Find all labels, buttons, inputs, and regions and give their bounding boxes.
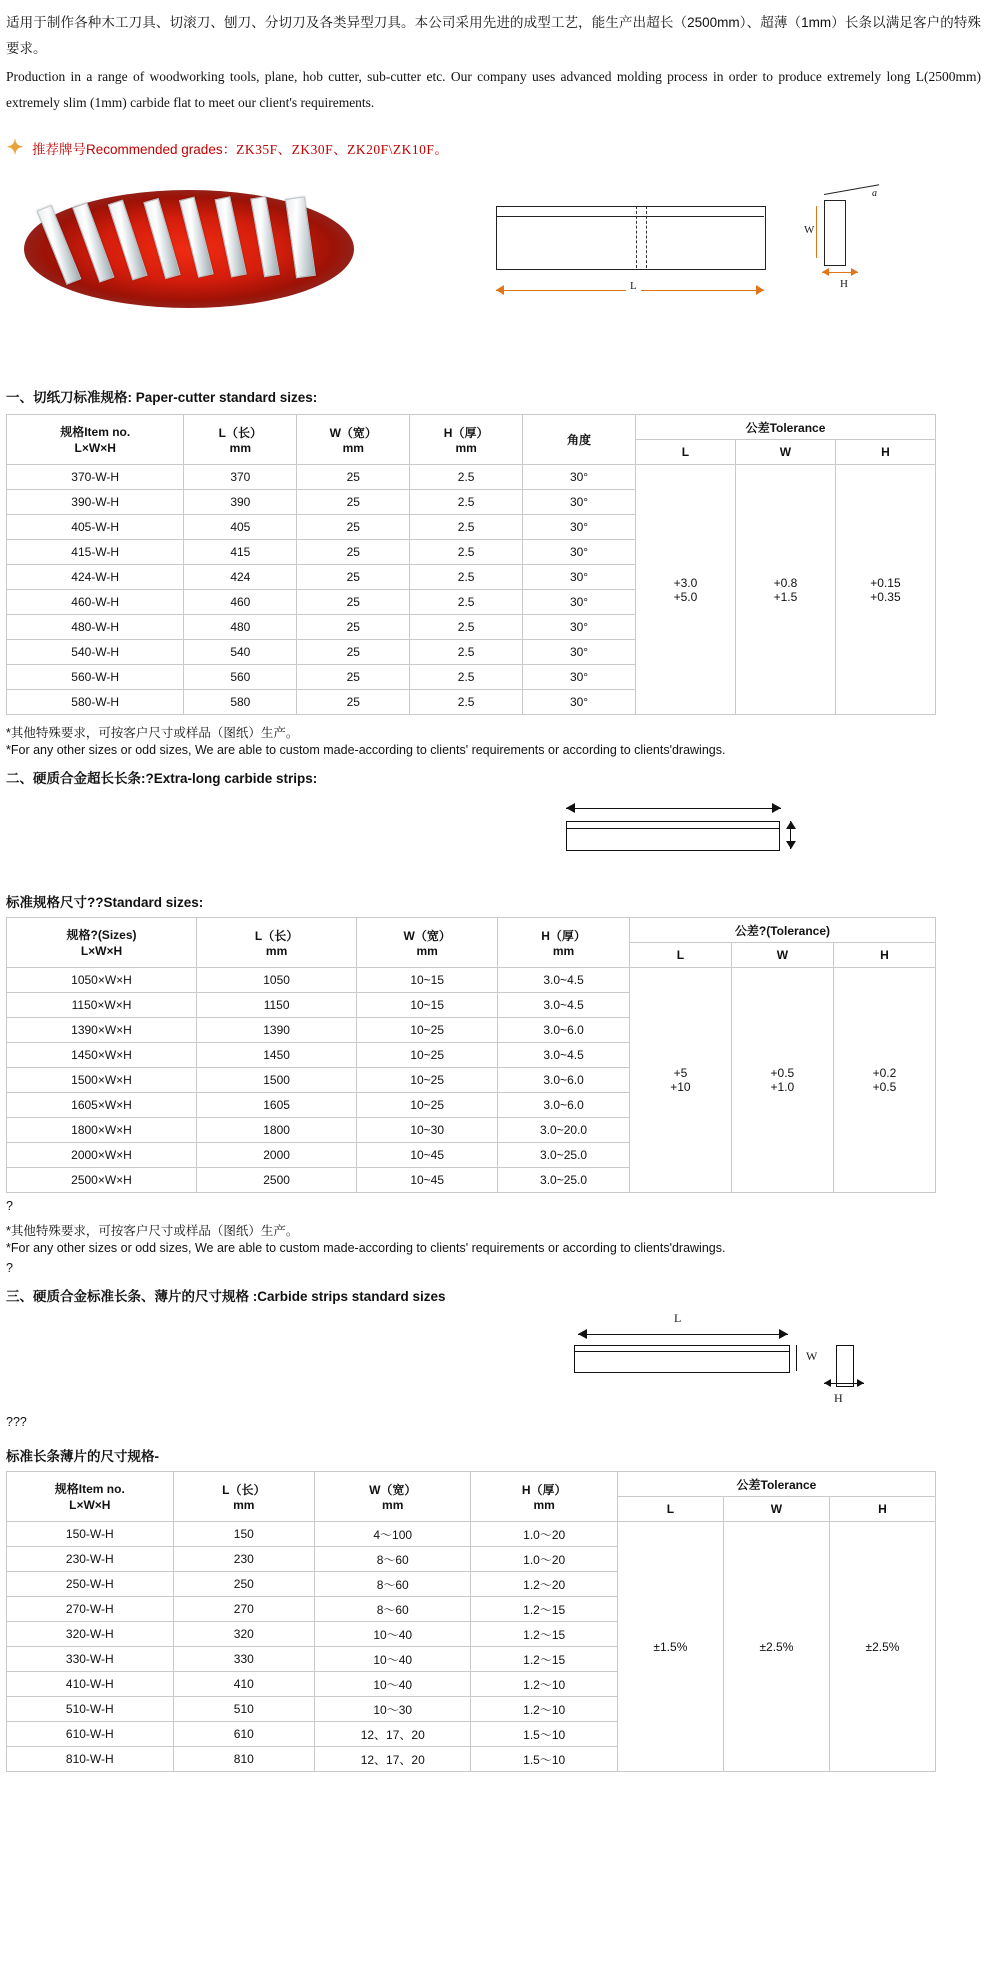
cell-item: 460-W-H (7, 590, 184, 615)
cell-w: 10~45 (357, 1143, 498, 1168)
cell-h: 3.0~6.0 (498, 1093, 630, 1118)
cell-h: 1.2～20 (471, 1572, 617, 1597)
cell-tol-h: +0.2 +0.5 (833, 968, 935, 1193)
cell-angle: 30° (523, 540, 636, 565)
cell-h: 1.2～15 (471, 1647, 617, 1672)
cell-l: 610 (173, 1722, 314, 1747)
cell-item: 424-W-H (7, 565, 184, 590)
cell-item: 1800×W×H (7, 1118, 197, 1143)
header-tolerance: 公差?(Tolerance) (629, 918, 935, 943)
cell-h: 3.0~25.0 (498, 1168, 630, 1193)
cell-w: 10～40 (314, 1672, 471, 1697)
cell-item: 250-W-H (7, 1572, 174, 1597)
cell-l: 270 (173, 1597, 314, 1622)
header-tol-w: W (735, 440, 835, 465)
section1-note-cn: *其他特殊要求，可按客户尺寸或样品（图纸）生产。 (6, 726, 299, 740)
cell-item: 2500×W×H (7, 1168, 197, 1193)
cell-angle: 30° (523, 490, 636, 515)
section3-q3: ??? (6, 1415, 27, 1429)
cell-l: 415 (184, 540, 297, 565)
cell-l: 810 (173, 1747, 314, 1772)
technical-drawing-side (796, 186, 916, 301)
table-row (7, 1522, 936, 1547)
cell-w: 25 (297, 490, 410, 515)
cell-h: 3.0~4.5 (498, 1043, 630, 1068)
cell-l: 1450 (197, 1043, 357, 1068)
table-header-row (7, 415, 936, 440)
cell-w: 8～60 (314, 1547, 471, 1572)
cell-w: 4～100 (314, 1522, 471, 1547)
header-w: W（宽） mm (297, 415, 410, 465)
cell-w: 25 (297, 540, 410, 565)
cell-angle: 30° (523, 465, 636, 490)
side-h-label: H (840, 278, 848, 290)
header-h: H（厚） mm (471, 1472, 617, 1522)
header-tol-l: L (629, 943, 731, 968)
section2-q2: ? (6, 1261, 13, 1275)
cell-h: 2.5 (410, 565, 523, 590)
cell-tol-l: +5 +10 (629, 968, 731, 1193)
cell-item: 1050×W×H (7, 968, 197, 993)
cell-h: 2.5 (410, 690, 523, 715)
cell-item: 610-W-H (7, 1722, 174, 1747)
cell-l: 410 (173, 1672, 314, 1697)
cell-l: 460 (184, 590, 297, 615)
cell-item: 1500×W×H (7, 1068, 197, 1093)
cell-w: 10~25 (357, 1018, 498, 1043)
fig3-body (574, 1345, 790, 1373)
header-h: H（厚） mm (410, 415, 523, 465)
cell-w: 25 (297, 615, 410, 640)
cell-h: 1.5～10 (471, 1722, 617, 1747)
cell-item: 2000×W×H (7, 1143, 197, 1168)
table-row (7, 465, 936, 490)
cell-w: 25 (297, 590, 410, 615)
cell-h: 1.2～10 (471, 1672, 617, 1697)
fig2-body (566, 821, 780, 851)
cell-h: 1.0～20 (471, 1522, 617, 1547)
cell-tol-h: +0.15 +0.35 (835, 465, 935, 715)
fig3-section (836, 1345, 854, 1387)
cell-item: 330-W-H (7, 1647, 174, 1672)
header-w: W（宽） mm (314, 1472, 471, 1522)
cell-w: 10~45 (357, 1168, 498, 1193)
cell-tol-l: ±1.5% (617, 1522, 723, 1772)
section3-title: 三、硬质合金标准长条、薄片的尺寸规格 :Carbide strips standard sizes (6, 1289, 446, 1304)
recommended-grades-text: 推荐牌号Recommended grades：ZK35F、ZK30F、ZK20F\ZK10F。 (32, 142, 449, 157)
drawing-break-line (636, 206, 637, 268)
product-photo (24, 184, 354, 314)
header-tol-l: L (635, 440, 735, 465)
extra-long-table (6, 917, 936, 1193)
cell-h: 1.0～20 (471, 1547, 617, 1572)
header-tol-w: W (731, 943, 833, 968)
cell-item: 150-W-H (7, 1522, 174, 1547)
carbide-strips-table (6, 1471, 936, 1772)
drawing-edge-line (496, 216, 764, 217)
cell-tol-w: +0.5 +1.0 (731, 968, 833, 1193)
dimension-label-l: L (626, 280, 641, 292)
fig2-length-dimension (566, 803, 781, 813)
table-row (7, 968, 936, 993)
cell-item: 270-W-H (7, 1597, 174, 1622)
header-item: 规格Item no. L×W×H (7, 415, 184, 465)
drawing-break-line (646, 206, 647, 268)
fig3-w-line (796, 1345, 797, 1371)
header-l: L（长） mm (184, 415, 297, 465)
cell-h: 2.5 (410, 590, 523, 615)
cell-w: 8～60 (314, 1597, 471, 1622)
side-w-label: W (804, 224, 815, 236)
section1-title: 一、切纸刀标准规格: Paper-cutter standard sizes: (6, 390, 318, 405)
extra-long-strip-figure (6, 797, 981, 875)
cell-l: 480 (184, 615, 297, 640)
cell-tol-w: +0.8 +1.5 (735, 465, 835, 715)
header-w: W（宽） mm (357, 918, 498, 968)
header-tol-h: H (833, 943, 935, 968)
fig3-h-label: H (834, 1391, 843, 1405)
header-l: L（长） mm (173, 1472, 314, 1522)
cell-item: 320-W-H (7, 1622, 174, 1647)
cell-h: 3.0~6.0 (498, 1068, 630, 1093)
header-item: 规格?(Sizes) L×W×H (7, 918, 197, 968)
cell-l: 320 (173, 1622, 314, 1647)
cell-w: 10~15 (357, 993, 498, 1018)
cell-l: 1390 (197, 1018, 357, 1043)
cell-tol-h: ±2.5% (829, 1522, 935, 1772)
cell-item: 415-W-H (7, 540, 184, 565)
section2-q1: ? (6, 1199, 13, 1213)
cell-h: 1.2～15 (471, 1622, 617, 1647)
product-figures (6, 176, 981, 376)
cell-w: 10～40 (314, 1622, 471, 1647)
cell-l: 2000 (197, 1143, 357, 1168)
cell-item: 560-W-H (7, 665, 184, 690)
cell-item: 1450×W×H (7, 1043, 197, 1068)
cell-l: 390 (184, 490, 297, 515)
header-tol-w: W (723, 1497, 829, 1522)
section2-note-en: *For any other sizes or odd sizes, We are able to custom made-according to clients' requirements or according to clients'drawings. (6, 1241, 726, 1255)
header-l: L（长） mm (197, 918, 357, 968)
cell-l: 150 (173, 1522, 314, 1547)
cell-l: 510 (173, 1697, 314, 1722)
cell-w: 8～60 (314, 1572, 471, 1597)
cell-h: 2.5 (410, 640, 523, 665)
recommended-grades-line (6, 138, 981, 158)
paper-cutter-table (6, 414, 936, 715)
header-tolerance: 公差Tolerance (617, 1472, 935, 1497)
fig3-w-label: W (806, 1349, 818, 1363)
fig3-length-dimension (578, 1329, 788, 1339)
cell-h: 2.5 (410, 465, 523, 490)
cell-l: 1050 (197, 968, 357, 993)
cell-angle: 30° (523, 690, 636, 715)
cell-w: 25 (297, 640, 410, 665)
cell-l: 580 (184, 690, 297, 715)
side-body (824, 200, 846, 266)
section3-subtitle: 标准长条薄片的尺寸规格- (6, 1449, 159, 1464)
cell-h: 1.5～10 (471, 1747, 617, 1772)
cell-item: 410-W-H (7, 1672, 174, 1697)
cell-h: 3.0~20.0 (498, 1118, 630, 1143)
cell-w: 10~30 (357, 1118, 498, 1143)
cell-l: 230 (173, 1547, 314, 1572)
cell-angle: 30° (523, 590, 636, 615)
intro-english: Production in a range of woodworking tools, plane, hob cutter, sub-cutter etc. Our company uses advanced molding process in order to produce extremely long L(2500mm) extremely slim (1mm) carbide flat to meet our client's requirements. (6, 69, 981, 110)
table-header-row (7, 1472, 936, 1497)
header-tol-h: H (835, 440, 935, 465)
cell-w: 25 (297, 515, 410, 540)
cell-l: 370 (184, 465, 297, 490)
cell-item: 370-W-H (7, 465, 184, 490)
side-w-line (816, 206, 817, 258)
cell-w: 10~15 (357, 968, 498, 993)
cell-l: 424 (184, 565, 297, 590)
cell-angle: 30° (523, 565, 636, 590)
cell-l: 330 (173, 1647, 314, 1672)
cell-l: 1605 (197, 1093, 357, 1118)
cell-l: 1150 (197, 993, 357, 1018)
cell-item: 390-W-H (7, 490, 184, 515)
cell-item: 1150×W×H (7, 993, 197, 1018)
cell-w: 25 (297, 665, 410, 690)
cell-item: 1605×W×H (7, 1093, 197, 1118)
fig3-l-label: L (674, 1311, 682, 1325)
cell-item: 540-W-H (7, 640, 184, 665)
cell-l: 2500 (197, 1168, 357, 1193)
angle-label: a (872, 188, 877, 199)
cell-w: 25 (297, 690, 410, 715)
cell-item: 510-W-H (7, 1697, 174, 1722)
cell-h: 3.0~25.0 (498, 1143, 630, 1168)
cell-angle: 30° (523, 665, 636, 690)
cell-item: 480-W-H (7, 615, 184, 640)
cell-l: 1500 (197, 1068, 357, 1093)
header-tolerance: 公差Tolerance (635, 415, 935, 440)
section2-subtitle: 标准规格尺寸??Standard sizes: (6, 895, 204, 910)
cell-angle: 30° (523, 515, 636, 540)
cell-tol-l: +3.0 +5.0 (635, 465, 735, 715)
intro-chinese: 适用于制作各种木工刀具、切滚刀、刨刀、分切刀及各类异型刀具。本公司采用先进的成型工艺，能生产出超长（2500mm）、超薄（1mm）长条以满足客户的特殊要求。 (6, 15, 981, 56)
cell-angle: 30° (523, 640, 636, 665)
cell-w: 12、17、20 (314, 1747, 471, 1772)
cell-w: 12、17、20 (314, 1722, 471, 1747)
header-item: 规格Item no. L×W×H (7, 1472, 174, 1522)
cell-h: 2.5 (410, 615, 523, 640)
cell-l: 540 (184, 640, 297, 665)
dimension-length (496, 280, 764, 296)
cell-h: 2.5 (410, 490, 523, 515)
cell-item: 810-W-H (7, 1747, 174, 1772)
cell-w: 10~25 (357, 1068, 498, 1093)
cell-h: 3.0~4.5 (498, 993, 630, 1018)
cell-h: 1.2～15 (471, 1597, 617, 1622)
plus-icon: ✦ (6, 137, 24, 159)
cell-h: 2.5 (410, 540, 523, 565)
cell-w: 25 (297, 465, 410, 490)
cell-w: 10～30 (314, 1697, 471, 1722)
header-tol-l: L (617, 1497, 723, 1522)
section1-note-en: *For any other sizes or odd sizes, We are able to custom made-according to clients' requirements or according to clients'drawings. (6, 743, 726, 757)
cell-l: 560 (184, 665, 297, 690)
cell-h: 1.2～10 (471, 1697, 617, 1722)
cell-w: 10~25 (357, 1093, 498, 1118)
cell-h: 2.5 (410, 665, 523, 690)
cell-angle: 30° (523, 615, 636, 640)
cell-w: 10～40 (314, 1647, 471, 1672)
cell-h: 2.5 (410, 515, 523, 540)
side-bevel (824, 184, 879, 195)
cell-h: 3.0~6.0 (498, 1018, 630, 1043)
cell-l: 1800 (197, 1118, 357, 1143)
header-h: H（厚） mm (498, 918, 630, 968)
section2-note-cn: *其他特殊要求，可按客户尺寸或样品（图纸）生产。 (6, 1224, 299, 1238)
header-angle: 角度 (523, 415, 636, 465)
cell-w: 10~25 (357, 1043, 498, 1068)
carbide-strip-figure (6, 1313, 981, 1409)
technical-drawing-top (486, 188, 776, 298)
cell-tol-w: ±2.5% (723, 1522, 829, 1772)
cell-l: 405 (184, 515, 297, 540)
cell-item: 1390×W×H (7, 1018, 197, 1043)
header-tol-h: H (829, 1497, 935, 1522)
cell-item: 580-W-H (7, 690, 184, 715)
cell-h: 3.0~4.5 (498, 968, 630, 993)
cell-item: 230-W-H (7, 1547, 174, 1572)
cell-w: 25 (297, 565, 410, 590)
cell-item: 405-W-H (7, 515, 184, 540)
section2-title: 二、硬质合金超长长条:?Extra-long carbide strips: (6, 771, 318, 786)
cell-l: 250 (173, 1572, 314, 1597)
table-header-row (7, 918, 936, 943)
